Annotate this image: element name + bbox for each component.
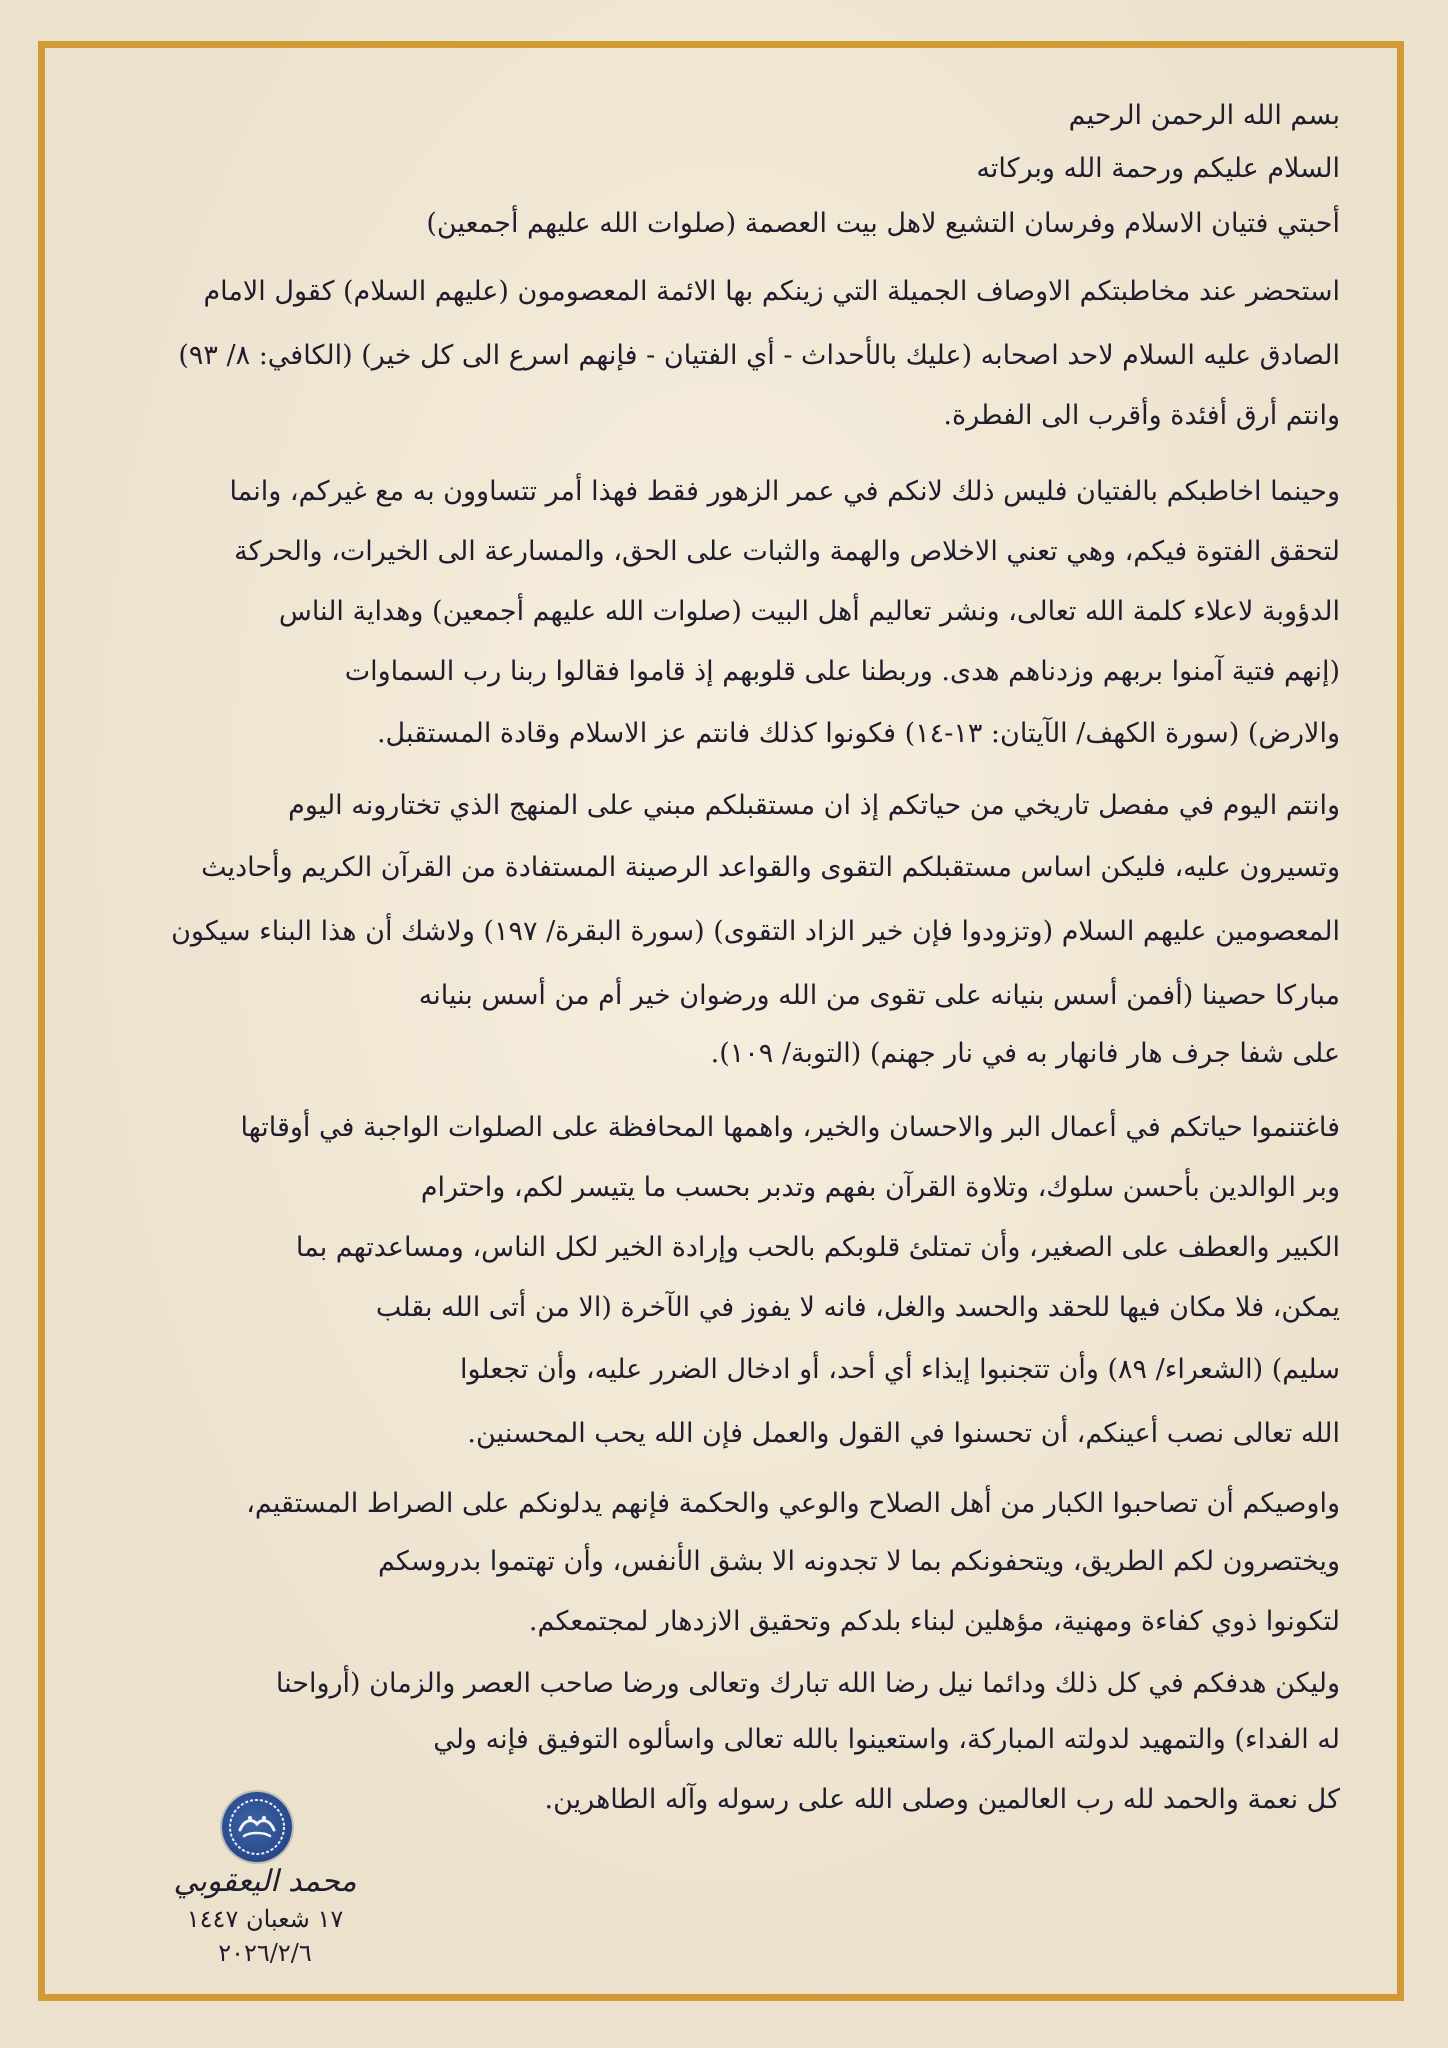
letter-line: يمكن، فلا مكان فيها للحقد والحسد والغل، فانه لا يفوز في الآخرة (الا من أتى الله بقلب xyxy=(375,1292,1340,1323)
letter-line: على شفا جرف هار فانهار به في نار جهنم) (التوبة/ ١٠٩). xyxy=(710,1038,1340,1069)
seal-emblem-icon xyxy=(226,1796,288,1858)
gregorian-date: ٢٠٢٦/٢/٦ xyxy=(218,1939,312,1967)
seal-stamp-icon xyxy=(222,1792,292,1862)
salutation-line: أحبتي فتيان الاسلام وفرسان التشيع لاهل بيت العصمة (صلوات الله عليهم أجمعين) xyxy=(426,208,1340,239)
letter-line: مباركا حصينا (أفمن أسس بنيانه على تقوى من الله ورضوان خير أم من أسس بنيانه xyxy=(418,980,1340,1011)
letter-line: فاغتنموا حياتكم في أعمال البر والاحسان والخير، واهمها المحافظة على الصلوات الواجبة في أوقاتها xyxy=(240,1112,1340,1143)
letter-line: ويختصرون لكم الطريق، ويتحفونكم بما لا تجدونه الا بشق الأنفس، وأن تهتموا بدروسكم xyxy=(377,1546,1340,1577)
letter-line: وليكن هدفكم في كل ذلك ودائما نيل رضا الله تبارك وتعالى ورضا صاحب العصر والزمان (أرواحنا xyxy=(275,1668,1340,1699)
closing-line: كل نعمة والحمد لله رب العالمين وصلى الله على رسوله وآله الطاهرين. xyxy=(544,1784,1340,1815)
greeting-line: السلام عليكم ورحمة الله وبركاته xyxy=(976,153,1340,184)
hijri-date: ١٧ شعبان ١٤٤٧ xyxy=(186,1905,344,1933)
letter-line: سليم) (الشعراء/ ٨٩) وأن تتجنبوا إيذاء أي أحد، أو ادخال الضرر عليه، وأن تجعلوا xyxy=(459,1354,1340,1385)
letter-line: وانتم أرق أفئدة وأقرب الى الفطرة. xyxy=(943,400,1340,431)
signature-name: محمد اليعقوبي xyxy=(173,1864,357,1899)
letter-line: (إنهم فتية آمنوا بربهم وزدناهم هدى. وربطنا على قلوبهم إذ قاموا فقالوا ربنا رب السماوات xyxy=(344,656,1340,687)
letter-line: المعصومين عليهم السلام (وتزودوا فإن خير الزاد التقوى) (سورة البقرة/ ١٩٧) ولاشك أن هذا البناء سيكون xyxy=(171,916,1340,947)
letter-line: والارض) (سورة الكهف/ الآيتان: ١٣-١٤) فكونوا كذلك فانتم عز الاسلام وقادة المستقبل. xyxy=(376,718,1340,749)
letter-line: وحينما اخاطبكم بالفتيان فليس ذلك لانكم في عمر الزهور فقط فهذا أمر تتساوون به مع غيركم، وانما xyxy=(229,476,1340,507)
letter-line: له الفداء) والتمهيد لدولته المباركة، واستعينوا بالله تعالى واسألوه التوفيق فإنه ولي xyxy=(433,1724,1340,1755)
letter-line: واوصيكم أن تصاحبوا الكبار من أهل الصلاح والوعي والحكمة فإنهم يدلونكم على الصراط المستقيم، xyxy=(246,1488,1340,1519)
letter-line: الصادق عليه السلام لاحد اصحابه (عليك بالأحداث - أي الفتيان - فإنهم اسرع الى كل خير) (الكافي: ٨/ ٩٣) xyxy=(178,340,1340,371)
letter-line: الدؤوبة لاعلاء كلمة الله تعالى، ونشر تعاليم أهل البيت (صلوات الله عليهم أجمعين) وهداية الناس xyxy=(278,596,1340,627)
letter-line: لتحقق الفتوة فيكم، وهي تعني الاخلاص والهمة والثبات على الحق، والمسارعة الى الخيرات، والحركة xyxy=(234,536,1340,567)
letter-line: الكبير والعطف على الصغير، وأن تمتلئ قلوبكم بالحب وإرادة الخير لكل الناس، ومساعدتهم بما xyxy=(295,1232,1340,1263)
letter-line: استحضر عند مخاطبتكم الاوصاف الجميلة التي زينكم بها الائمة المعصومون (عليهم السلام) كقول الامام xyxy=(203,276,1340,307)
letter-line: وانتم اليوم في مفصل تاريخي من حياتكم إذ ان مستقبلكم مبني على المنهج الذي تختارونه اليوم xyxy=(288,790,1340,821)
letter-line: وتسيرون عليه، فليكن اساس مستقبلكم التقوى والقواعد الرصينة المستفادة من القرآن الكريم وأحاديث xyxy=(201,852,1340,883)
letter-line: الله تعالى نصب أعينكم، أن تحسنوا في القول والعمل فإن الله يحب المحسنين. xyxy=(467,1418,1340,1449)
signature-block xyxy=(165,1862,365,1970)
page-border xyxy=(38,41,1404,2001)
basmala-line: بسم الله الرحمن الرحيم xyxy=(1068,100,1340,131)
letter-line: وبر الوالدين بأحسن سلوك، وتلاوة القرآن بفهم وتدبر بحسب ما يتيسر لكم، واحترام xyxy=(420,1172,1340,1203)
letter-line: لتكونوا ذوي كفاءة ومهنية، مؤهلين لبناء بلدكم وتحقيق الازدهار لمجتمعكم. xyxy=(528,1606,1340,1637)
